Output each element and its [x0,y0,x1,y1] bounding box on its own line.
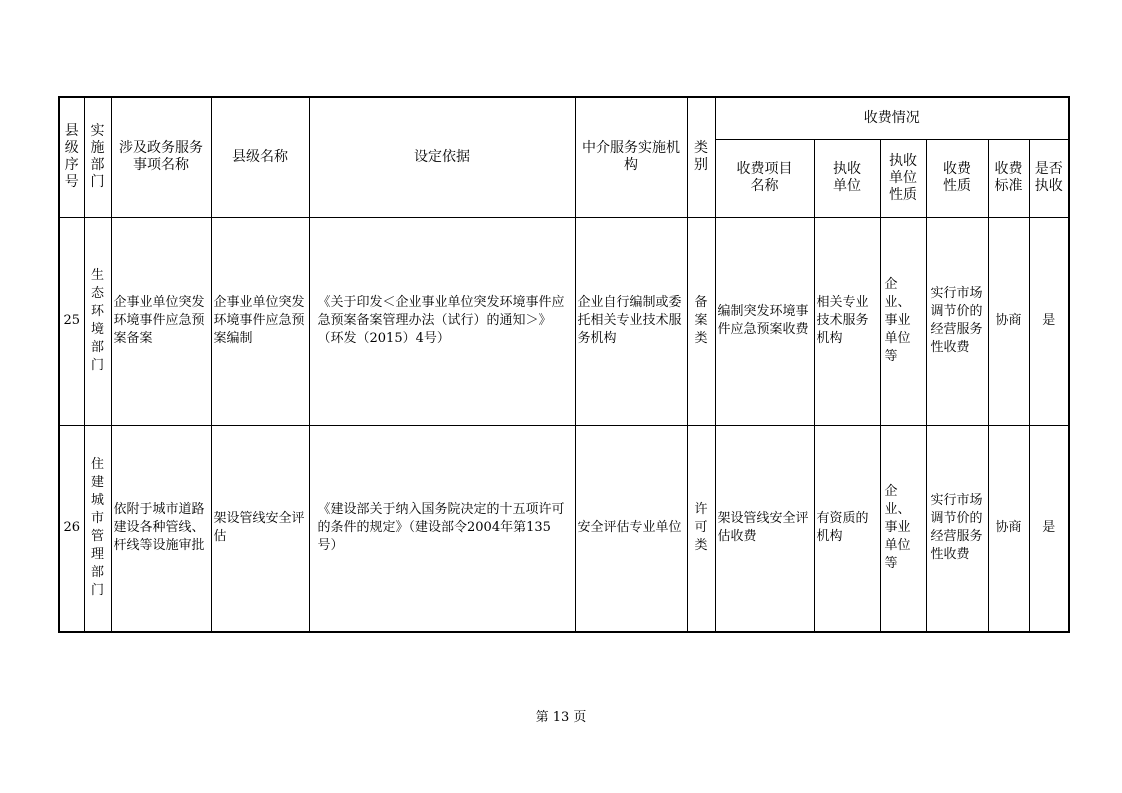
header-basis: 设定依据 [309,97,575,217]
collector-cell: 相关专业技术服务机构 [814,217,880,425]
county-name-cell: 企事业单位突发环境事件应急预案编制 [211,217,309,425]
basis-cell: 《关于印发＜企业事业单位突发环境事件应急预案备案管理办法（试行）的通知＞》（环发（2015）4号） [309,217,575,425]
header-collector-nature: 执收单位性质 [880,139,926,217]
item-cell: 依附于城市道路建设各种管线、杆线等设施审批 [111,425,211,632]
header-fee-item: 收费项目名称 [715,139,814,217]
table-row [59,425,1069,632]
header-collect: 是否执收 [1029,139,1069,217]
header-standard: 收费标准 [988,139,1029,217]
seq-cell: 26 [59,425,84,632]
dept-cell: 住建城市管理部门 [84,425,111,632]
category-cell: 许可类 [687,425,715,632]
table-row [59,217,1069,425]
fee-item-cell: 架设管线安全评估收费 [715,425,814,632]
header-collector: 执收单位 [814,139,880,217]
agency-cell: 企业自行编制或委托相关专业技术服务机构 [575,217,687,425]
header-agency: 中介服务实施机构 [575,97,687,217]
standard-cell: 协商 [988,425,1029,632]
collector-nature-cell: 企业、事业单位等 [880,217,926,425]
header-category: 类别 [687,97,715,217]
collect-cell: 是 [1029,217,1069,425]
dept-cell: 生态环境部门 [84,217,111,425]
seq-cell: 25 [59,217,84,425]
header-dept: 实施部门 [84,97,111,217]
collector-cell: 有资质的机构 [814,425,880,632]
collect-cell: 是 [1029,425,1069,632]
agency-cell: 安全评估专业单位 [575,425,687,632]
header-fee-group: 收费情况 [715,97,1069,139]
header-fee-nature: 收费性质 [926,139,988,217]
county-name-cell: 架设管线安全评估 [211,425,309,632]
standard-cell: 协商 [988,217,1029,425]
header-county-name: 县级名称 [211,97,309,217]
fee-item-cell: 编制突发环境事件应急预案收费 [715,217,814,425]
fee-table [58,96,1070,633]
fee-nature-cell: 实行市场调节价的经营服务性收费 [926,425,988,632]
page-number: 第 13 页 [535,710,587,725]
fee-nature-cell: 实行市场调节价的经营服务性收费 [926,217,988,425]
category-cell: 备案类 [687,217,715,425]
basis-cell: 《建设部关于纳入国务院决定的十五项许可的条件的规定》（建设部令2004年第135号） [309,425,575,632]
collector-nature-cell: 企业、事业单位等 [880,425,926,632]
header-seq: 县级序号 [59,97,84,217]
header-item: 涉及政务服务事项名称 [111,97,211,217]
item-cell: 企事业单位突发环境事件应急预案备案 [111,217,211,425]
